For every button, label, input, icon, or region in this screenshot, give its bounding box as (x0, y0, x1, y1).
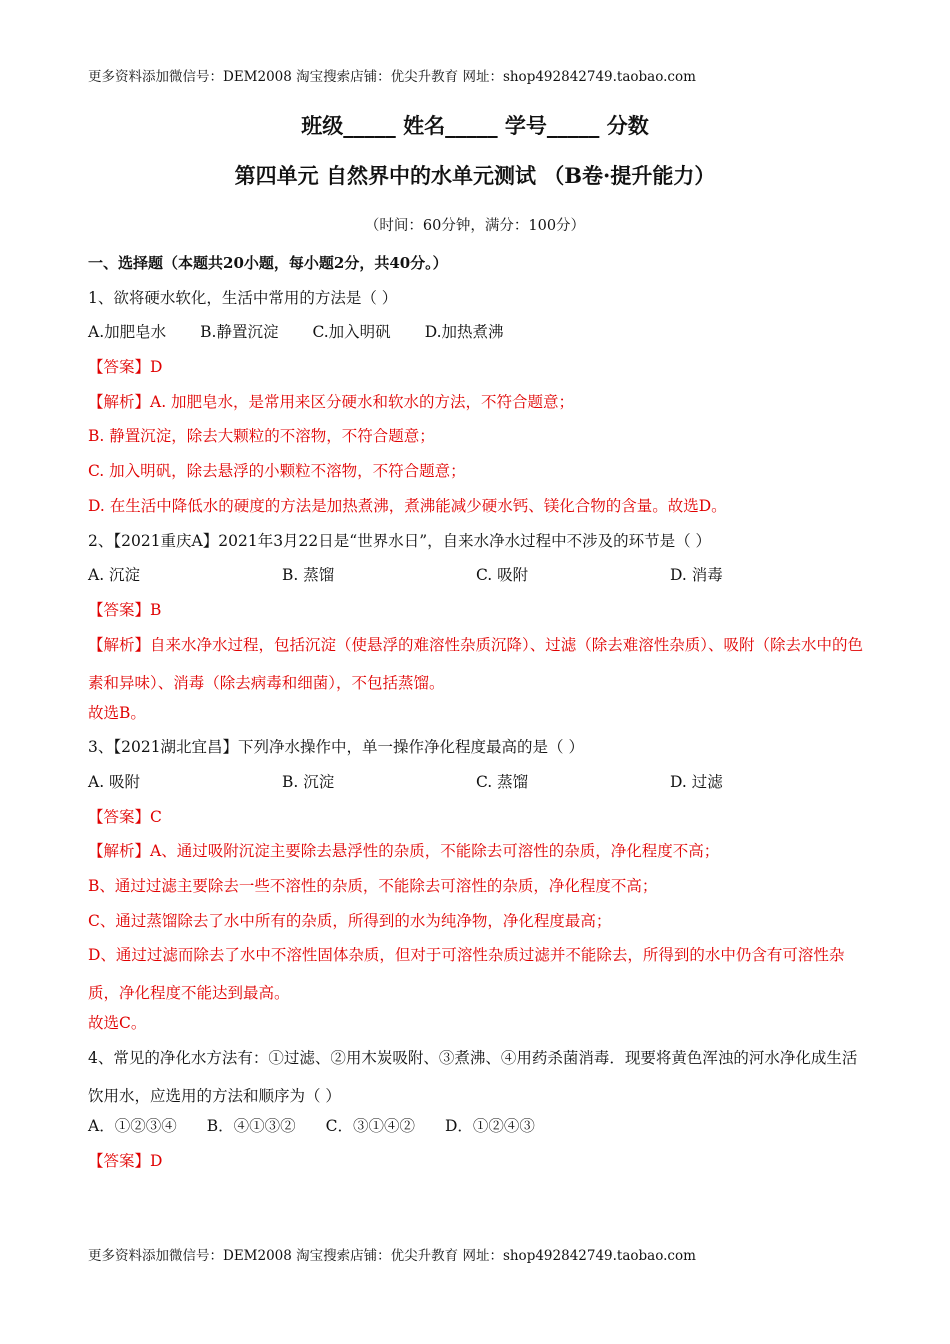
page-title: 第四单元 自然界中的水单元测试 （B卷·提升能力） (234, 163, 716, 188)
option-b: B. 沉淀 (282, 772, 335, 791)
question-3-answer: 【答案】C (88, 807, 162, 826)
question-3-analysis-3: C、通过蒸馏除去了水中所有的杂质，所得到的水为纯净物，净化程度最高； (88, 911, 612, 930)
question-1-answer: 【答案】D (88, 358, 163, 377)
exam-content (88, 252, 864, 1184)
page-footer: 更多资料添加微信号：DEM2008 淘宝搜索店铺：优尖升教育 网址：shop492842749.taobao.com (88, 1248, 696, 1264)
exam-time-score: （时间：60分钟，满分：100分） (364, 218, 586, 234)
question-3-conclusion: 故选C。 (88, 1014, 147, 1033)
question-3-analysis-4: D、通过过滤而除去了水中不溶性固体杂质，但对于可溶性杂质过滤并不能除去，所得到的水中仍含有可溶性杂质，净化程度不能达到最高。 (88, 946, 845, 1003)
question-1-analysis-2: B. 静置沉淀，除去大颗粒的不溶物，不符合题意； (88, 427, 435, 446)
question-4-options (88, 1115, 864, 1150)
option-a: A.加肥皂水 (88, 323, 167, 342)
option-c: C. 吸附 (476, 566, 529, 585)
question-2-conclusion: 故选B。 (88, 703, 146, 722)
question-2-options (88, 564, 864, 599)
question-2-stem: 2、【2021重庆A】2021年3月22日是“世界水日”，自来水净水过程中不涉及的环节是（ ） (88, 531, 712, 550)
option-d: D．①②④③ (444, 1117, 535, 1136)
option-c: C．③①④② (325, 1117, 415, 1136)
question-1-analysis-1: 【解析】A. 加肥皂水，是常用来区分硬水和软水的方法，不符合题意； (88, 392, 575, 411)
option-a: A. 沉淀 (88, 566, 141, 585)
question-3-analysis-2: B、通过过滤主要除去一些不溶性的杂质，不能除去可溶性的杂质，净化程度不高； (88, 877, 658, 895)
option-c: C. 蒸馏 (476, 772, 529, 791)
question-3-analysis-1: 【解析】A、通过吸附沉淀主要除去悬浮性的杂质，不能除去可溶性的杂质，净化程度不高； (88, 842, 720, 861)
option-a: A. 吸附 (88, 772, 141, 791)
option-b: B．④①③② (206, 1117, 296, 1136)
question-3-options (88, 771, 864, 806)
option-b: B.静置沉淀 (200, 323, 279, 342)
question-4-answer: 【答案】D (88, 1151, 163, 1170)
option-d: D. 消毒 (670, 566, 723, 585)
option-d: D. 过滤 (670, 772, 723, 791)
student-info-line: 班级_____ 姓名_____ 学号_____ 分数 (301, 113, 649, 138)
question-1-analysis-4: D. 在生活中降低水的硬度的方法是加热煮沸，煮沸能减少硬水钙、镁化合物的含量。故选D。 (88, 496, 727, 515)
page-header: 更多资料添加微信号：DEM2008 淘宝搜索店铺：优尖升教育 网址：shop492842749.taobao.com (88, 69, 696, 85)
option-c: C.加入明矾 (312, 323, 391, 342)
question-1-options (88, 321, 864, 356)
option-b: B. 蒸馏 (282, 566, 335, 585)
question-2-answer: 【答案】B (88, 600, 162, 619)
section-heading: 一、选择题（本题共20小题，每小题2分，共40分。） (88, 254, 448, 272)
question-4-stem: 4、常见的净化水方法有：①过滤、②用木炭吸附、③煮沸、④用药杀菌消毒．现要将黄色浑浊的河水净化成生活饮用水，应选用的方法和顺序为（ ） (88, 1049, 858, 1106)
question-1-stem: 1、欲将硬水软化，生活中常用的方法是（ ） (88, 288, 398, 307)
question-1-analysis-3: C. 加入明矾，除去悬浮的小颗粒不溶物，不符合题意； (88, 462, 466, 481)
option-a: A．①②③④ (88, 1117, 177, 1136)
option-d: D.加热煮沸 (424, 323, 504, 342)
question-3-stem: 3、【2021湖北宜昌】下列净水操作中，单一操作净化程度最高的是（ ） (88, 738, 584, 757)
question-2-analysis: 【解析】自来水净水过程，包括沉淀（使悬浮的难溶性杂质沉降）、过滤（除去难溶性杂质）、吸附（除去水中的色素和异味）、消毒（除去病毒和细菌），不包括蒸馏。 (88, 635, 864, 692)
